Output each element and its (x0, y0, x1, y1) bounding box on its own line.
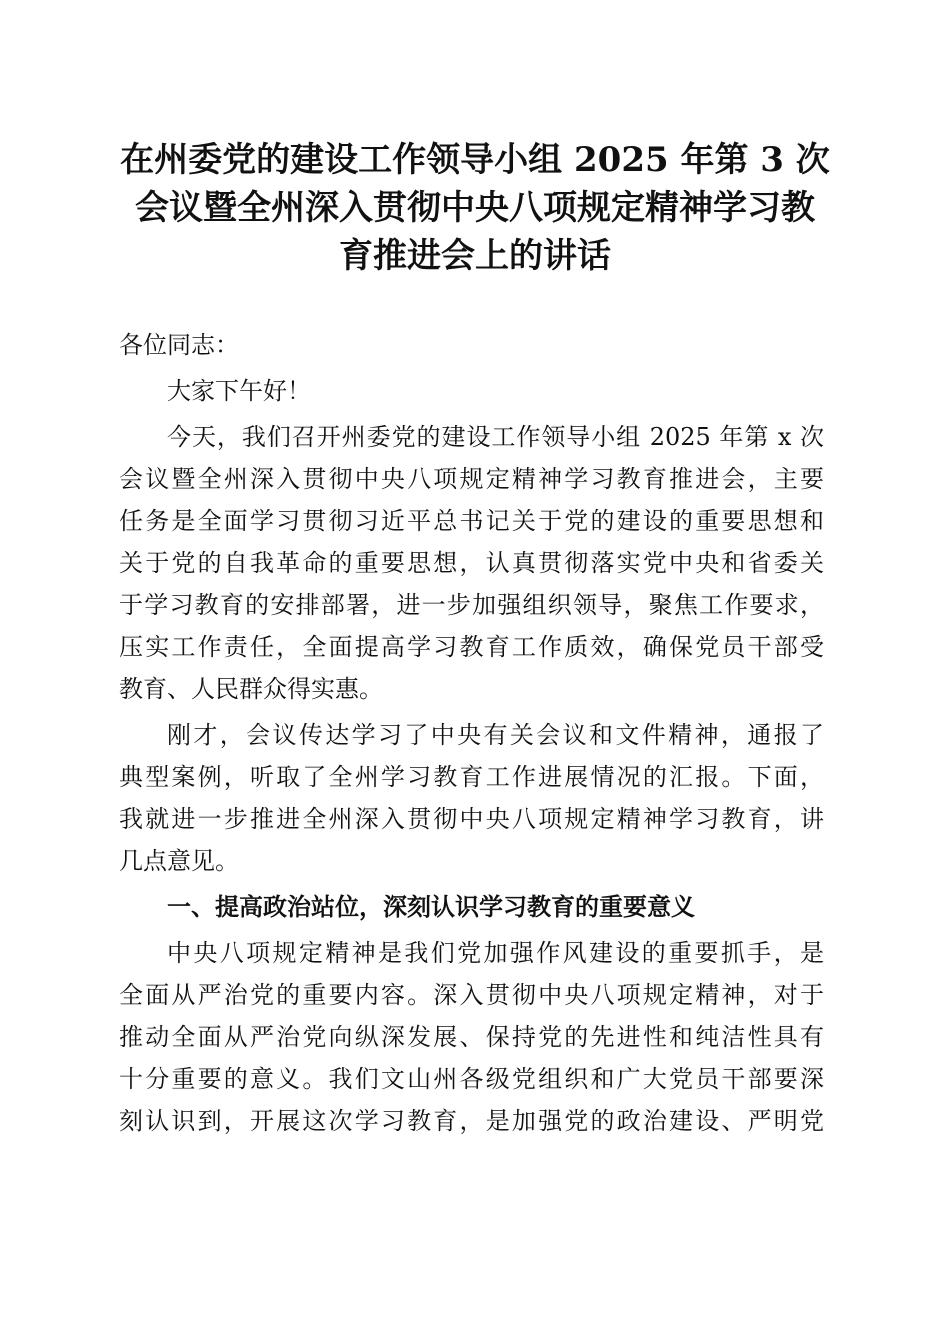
document-title (110, 136, 840, 280)
document-body (119, 324, 824, 1146)
paragraph-2-line: 我就进一步推进全州深入贯彻中央八项规定精神学习教育，讲 (119, 805, 824, 833)
title-line-1: 在州委党的建设工作领导小组 2025 年第 3 次 (120, 140, 830, 180)
paragraph-1-line: 今天，我们召开州委党的建设工作领导小组 2025 年第 x 次 (167, 423, 824, 451)
paragraph-3-line: 刻认识到，开展这次学习教育，是加强党的政治建设、严明党 (119, 1107, 824, 1135)
paragraph-3-line: 推动全面从严治党向纵深发展、保持党的先进性和纯洁性具有 (119, 1023, 824, 1051)
title-line-2: 会议暨全州深入贯彻中央八项规定精神学习教 (135, 188, 815, 228)
paragraph-1-line: 会议暨全州深入贯彻中央八项规定精神学习教育推进会，主要 (119, 465, 824, 493)
paragraph-1-line: 任务是全面学习贯彻习近平总书记关于党的建设的重要思想和 (119, 507, 824, 535)
paragraph-3-line: 全面从严治党的重要内容。深入贯彻中央八项规定精神，对于 (119, 981, 824, 1009)
paragraph-1-line: 压实工作责任，全面提高学习教育工作质效，确保党员干部受 (119, 633, 824, 661)
greeting-paragraph (119, 370, 824, 412)
paragraph-2-line: 几点意见。 (119, 847, 239, 875)
paragraph-2-line: 典型案例，听取了全州学习教育工作进展情况的汇报。下面， (119, 763, 824, 791)
paragraph-3 (119, 932, 824, 1142)
paragraph-1 (119, 416, 824, 710)
section-1-heading: 一、提高政治站位，深刻认识学习教育的重要意义 (167, 893, 695, 921)
paragraph-1-line: 于学习教育的安排部署，进一步加强组织领导，聚焦工作要求， (119, 591, 824, 619)
paragraph-1-line: 教育、人民群众得实惠。 (119, 675, 383, 703)
paragraph-3-line: 中央八项规定精神是我们党加强作风建设的重要抓手，是 (167, 939, 824, 967)
greeting: 大家下午好！ (167, 377, 311, 405)
paragraph-2-line: 刚才，会议传达学习了中央有关会议和文件精神，通报了 (167, 721, 824, 749)
paragraph-3-line: 十分重要的意义。我们文山州各级党组织和广大党员干部要深 (119, 1065, 824, 1093)
paragraph-2 (119, 714, 824, 882)
salutation: 各位同志： (119, 331, 239, 359)
paragraph-1-line: 关于党的自我革命的重要思想，认真贯彻落实党中央和省委关 (119, 549, 824, 577)
title-line-3: 育推进会上的讲话 (339, 236, 611, 276)
